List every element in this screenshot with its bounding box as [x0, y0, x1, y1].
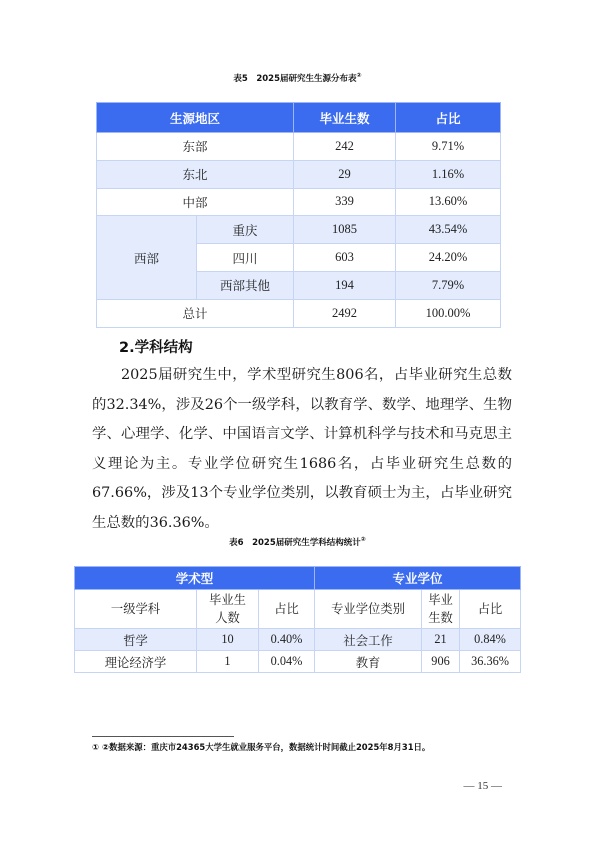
pct-cell: 9.71% — [396, 133, 501, 161]
section-heading: 2.学科结构 — [119, 340, 193, 356]
grads-professional-cell: 906 — [422, 651, 460, 673]
region-cell: 中部 — [97, 188, 294, 216]
subregion-cell: 西部其他 — [197, 271, 294, 299]
count-cell: 1085 — [294, 216, 396, 244]
west-region-cell: 西部 — [97, 216, 197, 299]
discipline-header: 一级学科 — [75, 590, 197, 629]
grads-academic-cell: 10 — [197, 629, 259, 651]
pct-academic-cell: 0.40% — [259, 629, 315, 651]
table5-total-row — [97, 299, 501, 327]
count-cell: 339 — [294, 188, 396, 216]
table5-caption-mark: ② — [356, 72, 362, 80]
pct-cell: 24.20% — [396, 244, 501, 272]
page-number — [0, 780, 595, 792]
pct-academic-cell: 0.04% — [259, 651, 315, 673]
table-row — [97, 216, 501, 244]
count-cell: 194 — [294, 271, 396, 299]
table5-region-distribution — [96, 102, 501, 328]
grads-academic-cell: 1 — [197, 651, 259, 673]
group-academic-header: 学术型 — [75, 567, 315, 590]
pct-professional-cell: 0.84% — [460, 629, 521, 651]
grads-professional-cell: 21 — [422, 629, 460, 651]
table6-caption-mark: ② — [360, 536, 366, 544]
table5-header-count: 毕业生数 — [294, 103, 396, 133]
table5-header-row — [97, 103, 501, 133]
category-cell: 社会工作 — [315, 629, 422, 651]
pct-professional-header: 占比 — [460, 590, 521, 629]
category-cell: 教育 — [315, 651, 422, 673]
table6-sub-header-row — [75, 590, 521, 629]
table6-caption-text: 表6 2025届研究生学科结构统计 — [229, 538, 361, 548]
count-cell: 242 — [294, 133, 396, 161]
pct-cell: 7.79% — [396, 271, 501, 299]
pct-cell: 43.54% — [396, 216, 501, 244]
table6-discipline-structure — [74, 566, 521, 673]
discipline-cell: 哲学 — [75, 629, 197, 651]
subregion-cell: 四川 — [197, 244, 294, 272]
count-cell: 603 — [294, 244, 396, 272]
category-header: 专业学位类别 — [315, 590, 422, 629]
table-row — [97, 160, 501, 188]
region-cell: 东部 — [97, 133, 294, 161]
table5-caption-text: 表5 2025届研究生生源分布表 — [233, 74, 357, 84]
pct-academic-header: 占比 — [259, 590, 315, 629]
total-label: 总计 — [97, 299, 294, 327]
total-count: 2492 — [294, 299, 396, 327]
footnote: ① ②数据来源：重庆市24365大学生就业服务平台，数据统计时间截止2025年8月31日。 — [92, 742, 431, 752]
pct-cell: 13.60% — [396, 188, 501, 216]
discipline-cell: 理论经济学 — [75, 651, 197, 673]
total-pct: 100.00% — [396, 299, 501, 327]
table5-header-pct: 占比 — [396, 103, 501, 133]
table-row — [75, 651, 521, 673]
table6-caption — [0, 536, 595, 548]
grads-professional-header: 毕业生数 — [422, 590, 460, 629]
group-professional-header: 专业学位 — [315, 567, 521, 590]
table5-header-region: 生源地区 — [97, 103, 294, 133]
table6-group-header-row — [75, 567, 521, 590]
subregion-cell: 重庆 — [197, 216, 294, 244]
table-row — [75, 629, 521, 651]
pct-professional-cell: 36.36% — [460, 651, 521, 673]
section-paragraph: 2025届研究生中，学术型研究生806名，占毕业研究生总数的32.34%，涉及26个一级学科，以教育学、数学、地理学、生物学、心理学、化学、中国语言文学、计算机科学与技术和马克思主义理论为主。专业学位研究生1686名，占毕业研究生总数的67.66%，涉及13个专业学位类别，以教育硕士为主，占毕业研究生总数的36.36%。 — [92, 367, 512, 531]
table5-caption — [0, 72, 595, 84]
count-cell: 29 — [294, 160, 396, 188]
table-row — [97, 133, 501, 161]
region-cell: 东北 — [97, 160, 294, 188]
footnote-divider — [92, 736, 234, 737]
page-number-text: — 15 — — [463, 780, 502, 792]
grads-academic-header: 毕业生人数 — [197, 590, 259, 629]
pct-cell: 1.16% — [396, 160, 501, 188]
table-row — [97, 188, 501, 216]
